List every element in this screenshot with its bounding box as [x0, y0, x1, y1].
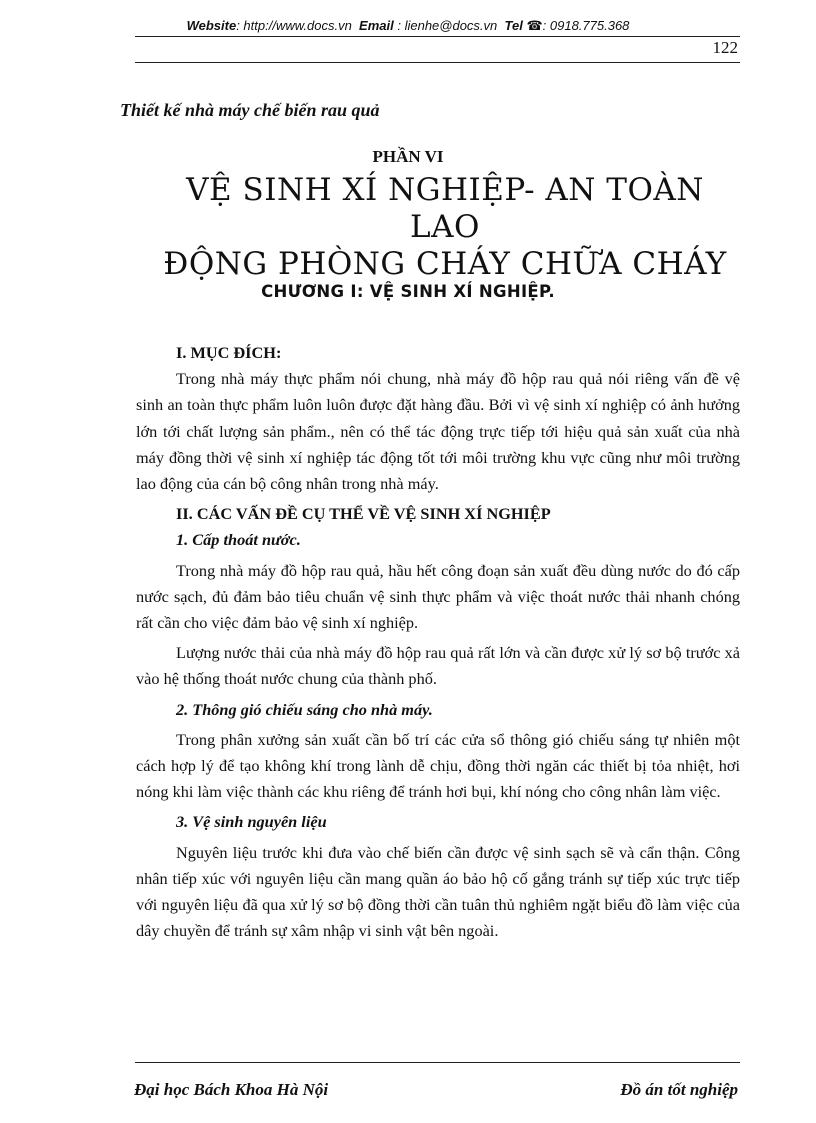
- footer-university: Đại học Bách Khoa Hà Nội: [134, 1080, 329, 1099]
- part-heading: PHẦN VI: [372, 147, 444, 166]
- footer-project: Đồ án tốt nghiệp: [620, 1080, 738, 1099]
- section-2-2-heading: 2. Thông gió chiếu sáng cho nhà máy.: [176, 699, 433, 719]
- main-title: [150, 172, 740, 283]
- section-2-2-paragraph: Trong phân xưởng sản xuất cần bố trí các cửa sổ thông gió chiếu sáng tự nhiên một cách hợp lý để tạo không khí trong lành dễ chịu, đồng thời ngăn các thiết bị tỏa nhiệt, hơi nóng khi làm việc thành các khu riêng để tránh hơi bụi, khí nóng cho công nhân làm việc.: [136, 729, 740, 802]
- email-value[interactable]: : lienhe@docs.vn: [397, 18, 498, 33]
- section-2-1-paragraph-2: Lượng nước thải của nhà máy đồ hộp rau quả rất lớn và cần được xử lý sơ bộ trước xả vào hệ thống thoát nước chung của thành phố.: [136, 643, 740, 689]
- footer-rule: [135, 1062, 740, 1063]
- page-number: 122: [712, 38, 738, 57]
- section-2-3-heading: 3. Vệ sinh nguyên liệu: [176, 812, 327, 832]
- section-2-1-heading: 1. Cấp thoát nước.: [176, 530, 301, 550]
- website-value[interactable]: : http://www.docs.vn: [236, 18, 352, 33]
- document-body: [136, 340, 740, 944]
- phone-icon: ☎: [526, 18, 543, 33]
- tel-value: : 0918.775.368: [542, 18, 630, 33]
- header-rule-top: [135, 36, 740, 37]
- header-rule-bottom: [135, 62, 740, 63]
- main-title-line-1: VỆ SINH XÍ NGHIỆP- AN TOÀN LAO: [186, 172, 704, 245]
- main-title-line-2: ĐỘNG PHÒNG CHÁY CHỮA CHÁY: [163, 246, 727, 282]
- email-label: Email: [359, 18, 394, 33]
- section-1-paragraph: Trong nhà máy thực phẩm nói chung, nhà máy đồ hộp rau quả nói riêng vấn đề vệ sinh an toàn thực phẩm luôn luôn được đặt hàng đầu. Bởi vì vệ sinh xí nghiệp có ảnh hưởng lớn tới chất lượng sản phẩm., nên có thể tác động trực tiếp tới hiệu quả sản xuất của nhà máy đồng thời vệ sinh xí nghiệp tác động tốt tới môi trường khu vực cũng như môi trường lao động của cán bộ công nhân trong nhà máy.: [136, 369, 740, 494]
- website-label: Website: [186, 18, 237, 33]
- chapter-heading: CHƯƠNG I: VỆ SINH XÍ NGHIỆP.: [261, 282, 555, 301]
- section-2-3-paragraph: Nguyên liệu trước khi đưa vào chế biến cần được vệ sinh sạch sẽ và cẩn thận. Công nhân tiếp xúc với nguyên liệu cần mang quần áo bảo hộ cố gắng tránh sự tiếp xúc trực tiếp với nguyên liệu đã qua xử lý sơ bộ đồng thời cần tuân thủ nghiêm ngặt biểu đồ làm việc của dây chuyền để tránh sự xâm nhập vi sinh vật bên ngoài.: [136, 842, 740, 941]
- section-2-1-paragraph-1: Trong nhà máy đồ hộp rau quả, hầu hết công đoạn sản xuất đều dùng nước do đó cấp nước sạch, đủ đảm bảo tiêu chuẩn vệ sinh thực phẩm và việc thoát nước thải nhanh chóng rất cần cho việc đảm bảo vệ sinh xí nghiệp.: [136, 560, 740, 633]
- section-1-heading: I. MỤC ĐÍCH:: [176, 343, 282, 362]
- section-2-heading: II. CÁC VẤN ĐỀ CỤ THỂ VỀ VỆ SINH XÍ NGHIỆP: [176, 504, 551, 524]
- site-header: [0, 18, 816, 34]
- tel-label: Tel: [504, 18, 523, 33]
- document-subject: Thiết kế nhà máy chế biến rau quả: [120, 100, 380, 120]
